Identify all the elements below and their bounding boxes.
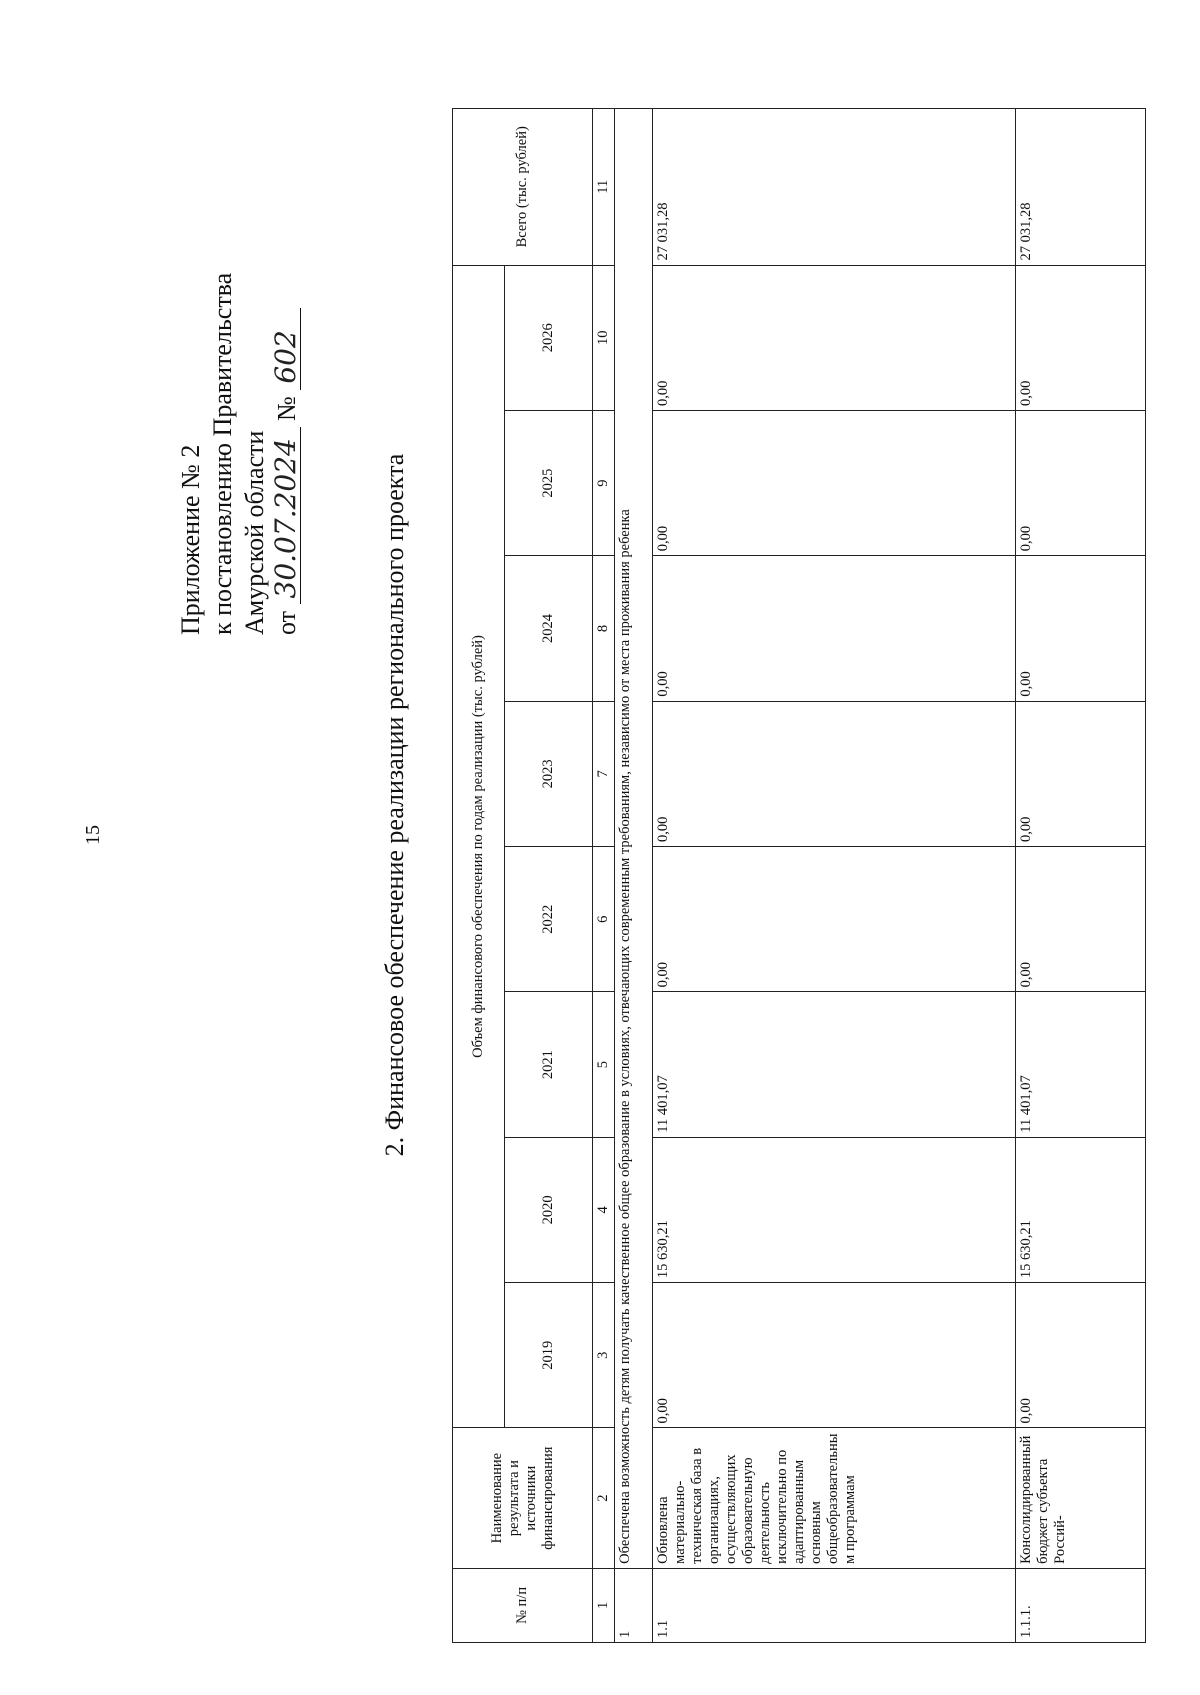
row-total: 27 031,28 [1016,109,1146,266]
row-value: 0,00 [653,847,1016,992]
row-value: 11 401,07 [1016,992,1146,1137]
appendix-line-1: Приложение № 2 [176,444,205,635]
handwritten-date: 30.07.2024 [272,427,301,604]
number-label: № [272,396,301,421]
header-num: № п/п [453,1568,593,1642]
header-year: 2021 [505,992,593,1137]
col-number: 4 [593,1137,615,1282]
row-value: 0,00 [1016,410,1146,555]
row-value: 0,00 [1016,556,1146,701]
header-year: 2020 [505,1137,593,1282]
header-total: Всего (тыс. рублей) [453,109,593,266]
col-number: 6 [593,847,615,992]
financing-table [452,108,1146,1643]
appendix-date-line [271,175,303,635]
row-value: 0,00 [653,701,1016,846]
header-year: 2019 [505,1283,593,1428]
row-value: 0,00 [653,265,1016,410]
row-value: 0,00 [653,410,1016,555]
row-num: 1.1.1. [1016,1568,1146,1642]
header-year: 2025 [505,410,593,555]
col-number: 9 [593,410,615,555]
col-number: 2 [593,1428,615,1568]
handwritten-number: 602 [272,308,301,390]
col-number: 11 [593,109,615,266]
appendix-line-3: Амурской области [240,430,269,635]
col-number: 1 [593,1568,615,1642]
appendix-line-2: к постановлению Правительства [208,272,237,635]
section-title: 2. Финансовое обеспечение реализации регионального проекта [380,453,409,1157]
header-year: 2023 [505,701,593,846]
page-number: 15 [82,825,104,845]
col-number: 5 [593,992,615,1137]
section-row-num: 1 [615,1568,653,1642]
row-value: 0,00 [653,1283,1016,1428]
row-value: 15 630,21 [1016,1137,1146,1282]
section-row-text: Обеспечена возможность детям получать качественное общее образование в условиях, отвечающих современным требованиям, независимо от места проживания ребенка [615,109,653,1569]
row-name: Обновлена материально-техническая база в организациях, осуществляющих образовательную деятельность исключительно по адаптированным основным общеобразовательным программам [653,1428,1016,1568]
row-value: 15 630,21 [653,1137,1016,1282]
header-year: 2022 [505,847,593,992]
from-label: от [272,610,301,635]
row-num: 1.1 [653,1568,1016,1642]
col-number: 3 [593,1283,615,1428]
row-value: 0,00 [1016,847,1146,992]
row-name: Консолидированный бюджет субъекта Россий- [1016,1428,1146,1568]
header-name: Наименование результата и источники финансирования [453,1428,593,1568]
row-value: 0,00 [653,556,1016,701]
row-value: 0,00 [1016,701,1146,846]
header-group: Объем финансового обеспечения по годам реализации (тыс. рублей) [453,265,505,1428]
header-year: 2024 [505,556,593,701]
row-value: 0,00 [1016,1283,1146,1428]
col-number: 7 [593,701,615,846]
row-total: 27 031,28 [653,109,1016,266]
col-number: 10 [593,265,615,410]
header-year: 2026 [505,265,593,410]
appendix-block [175,175,303,635]
row-value: 0,00 [1016,265,1146,410]
row-value: 11 401,07 [653,992,1016,1137]
col-number: 8 [593,556,615,701]
